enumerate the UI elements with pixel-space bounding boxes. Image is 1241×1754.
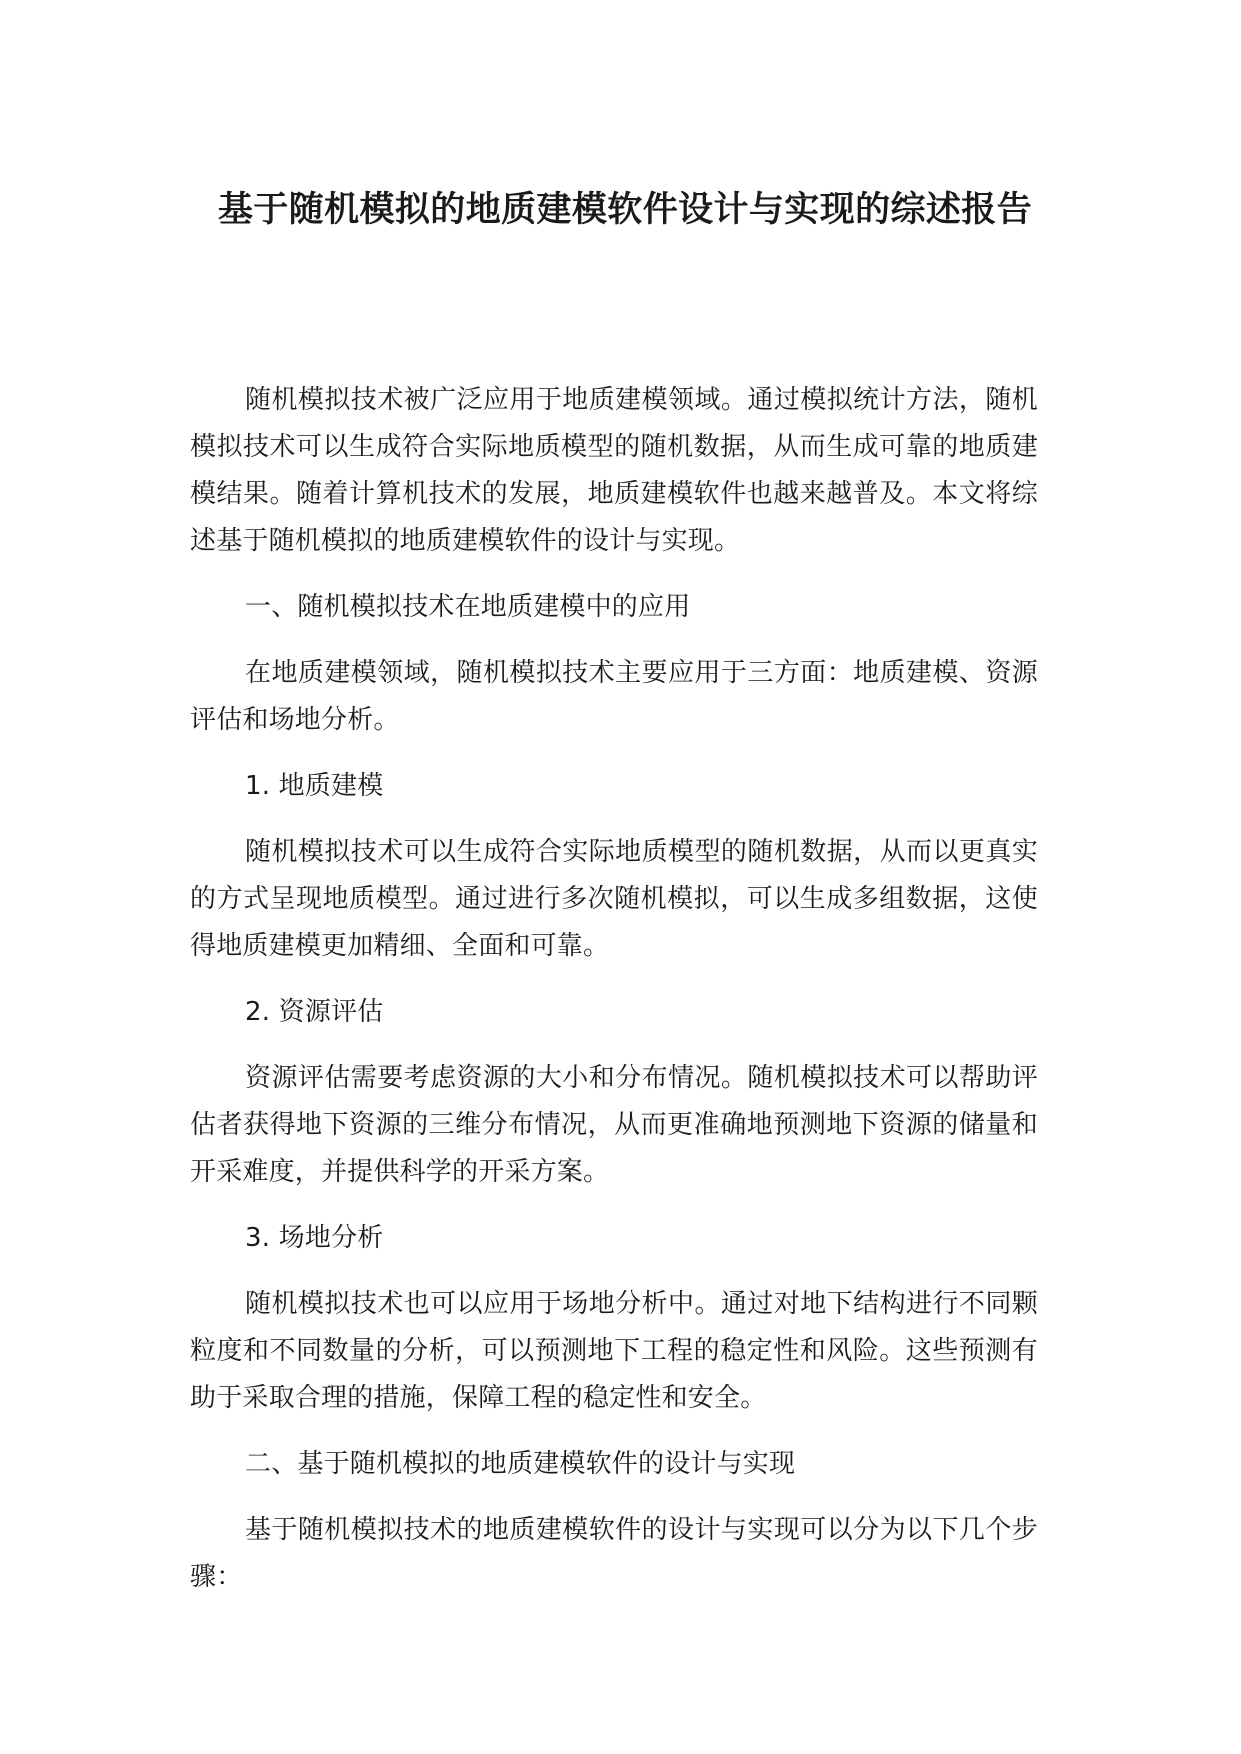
section-heading-1: 一、随机模拟技术在地质建模中的应用 bbox=[245, 592, 691, 622]
paragraph-site-analysis: 随机模拟技术也可以应用于场地分析中。通过对地下结构进行不同颗粒度和不同数量的分析，可以预测地下工程的稳定性和风险。这些预测有助于采取合理的措施，保障工程的稳定性和安全。 bbox=[190, 1289, 1038, 1413]
subheading-resource-assessment: 2. 资源评估 bbox=[245, 997, 384, 1027]
subheading-geological-modeling: 1. 地质建模 bbox=[245, 771, 384, 801]
paragraph-section-1-intro: 在地质建模领域，随机模拟技术主要应用于三方面：地质建模、资源评估和场地分析。 bbox=[190, 658, 1038, 735]
section-heading-2: 二、基于随机模拟的地质建模软件的设计与实现 bbox=[245, 1449, 796, 1479]
paragraph-geological-modeling: 随机模拟技术可以生成符合实际地质模型的随机数据，从而以更真实的方式呈现地质模型。通过进行多次随机模拟，可以生成多组数据，这使得地质建模更加精细、全面和可靠。 bbox=[190, 837, 1038, 961]
paragraph-resource-assessment: 资源评估需要考虑资源的大小和分布情况。随机模拟技术可以帮助评估者获得地下资源的三维分布情况，从而更准确地预测地下资源的储量和开采难度，并提供科学的开采方案。 bbox=[190, 1063, 1038, 1187]
paragraph-intro: 随机模拟技术被广泛应用于地质建模领域。通过模拟统计方法，随机模拟技术可以生成符合实际地质模型的随机数据，从而生成可靠的地质建模结果。随着计算机技术的发展，地质建模软件也越来越普及。本文将综述基于随机模拟的地质建模软件的设计与实现。 bbox=[190, 385, 1038, 556]
document-title: 基于随机模拟的地质建模软件设计与实现的综述报告 bbox=[217, 190, 1033, 230]
subheading-site-analysis: 3. 场地分析 bbox=[245, 1223, 384, 1253]
paragraph-section-2-intro: 基于随机模拟技术的地质建模软件的设计与实现可以分为以下几个步骤： bbox=[190, 1515, 1038, 1592]
document-body bbox=[190, 377, 1038, 1620]
